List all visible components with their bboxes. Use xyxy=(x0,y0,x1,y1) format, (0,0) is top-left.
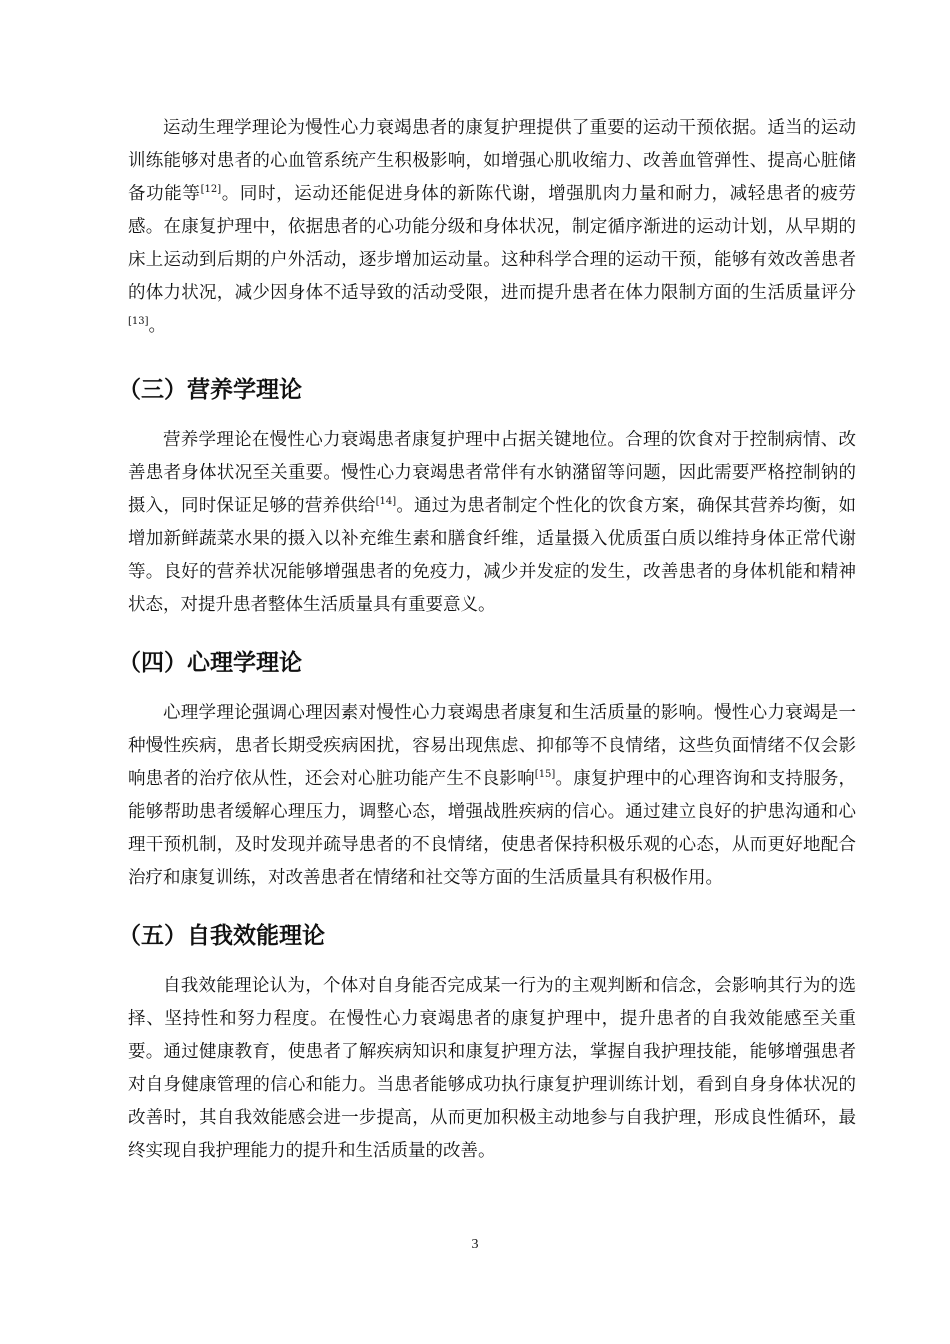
paragraph-self-efficacy: 自我效能理论认为，个体对自身能否完成某一行为的主观判断和信念，会影响其行为的选择、坚持性和努力程度。在慢性心力衰竭患者的康复护理中，提升患者的自我效能感至关重要。通过健康教育，使患者了解疾病知识和康复护理方法，掌握自我护理技能，能够增强患者对自身健康管理的信心和能力。当患者能够成功执行康复护理训练计划，看到自身身体状况的改善时，其自我效能感会进一步提高，从而更加积极主动地参与自我护理，形成良性循环，最终实现自我护理能力的提升和生活质量的改善。 xyxy=(128,976,856,1161)
paragraph-nutrition: 营养学理论在慢性心力衰竭患者康复护理中占据关键地位。合理的饮食对于控制病情、改善患者身体状况至关重要。慢性心力衰竭患者常伴有水钠潴留等问题，因此需要严格控制钠的摄入，同时保证足够的营养供给[14]。通过为患者制定个性化的饮食方案，确保其营养均衡，如增加新鲜蔬菜水果的摄入以补充维生素和膳食纤维，适量摄入优质蛋白质以维持身体正常代谢等。良好的营养状况能够增强患者的免疫力，减少并发症的发生，改善患者的身体机能和精神状态，对提升患者整体生活质量具有重要意义。 xyxy=(128,430,857,615)
citation-13: [13] xyxy=(128,316,149,328)
page-number: 3 xyxy=(471,1237,479,1252)
section-heading-psychology: （四）心理学理论 xyxy=(118,650,302,676)
section-heading-nutrition: （三）营养学理论 xyxy=(118,377,302,403)
citation-12: [12] xyxy=(200,184,222,196)
citation-15: [15] xyxy=(534,769,556,781)
citation-14: [14] xyxy=(375,496,397,508)
paragraph-psychology: 心理学理论强调心理因素对慢性心力衰竭患者康复和生活质量的影响。慢性心力衰竭是一种慢性疾病，患者长期受疾病困扰，容易出现焦虑、抑郁等不良情绪，这些负面情绪不仅会影响患者的治疗依从性，还会对心脏功能产生不良影响[15]。康复护理中的心理咨询和支持服务，能够帮助患者缓解心理压力，调整心态，增强战胜疾病的信心。通过建立良好的护患沟通和心理干预机制，及时发现并疏导患者的不良情绪，使患者保持积极乐观的心态，从而更好地配合治疗和康复训练，对改善患者在情绪和社交等方面的生活质量具有积极作用。 xyxy=(128,703,857,888)
document-page xyxy=(118,112,857,1168)
section-heading-self-efficacy: （五）自我效能理论 xyxy=(118,923,325,949)
paragraph-exercise-physiology: 运动生理学理论为慢性心力衰竭患者的康复护理提供了重要的运动干预依据。适当的运动训练能够对患者的心血管系统产生积极影响，如增强心肌收缩力、改善血管弹性、提高心脏储备功能等[12]。同时，运动还能促进身体的新陈代谢，增强肌肉力量和耐力，减轻患者的疲劳感。在康复护理中，依据患者的心功能分级和身体状况，制定循序渐进的运动计划，从早期的床上运动到后期的户外活动，逐步增加运动量。这种科学合理的运动干预，能够有效改善患者的体力状况，减少因身体不适导致的活动受限，进而提升患者在体力限制方面的生活质量评分[13]。 xyxy=(128,118,856,336)
